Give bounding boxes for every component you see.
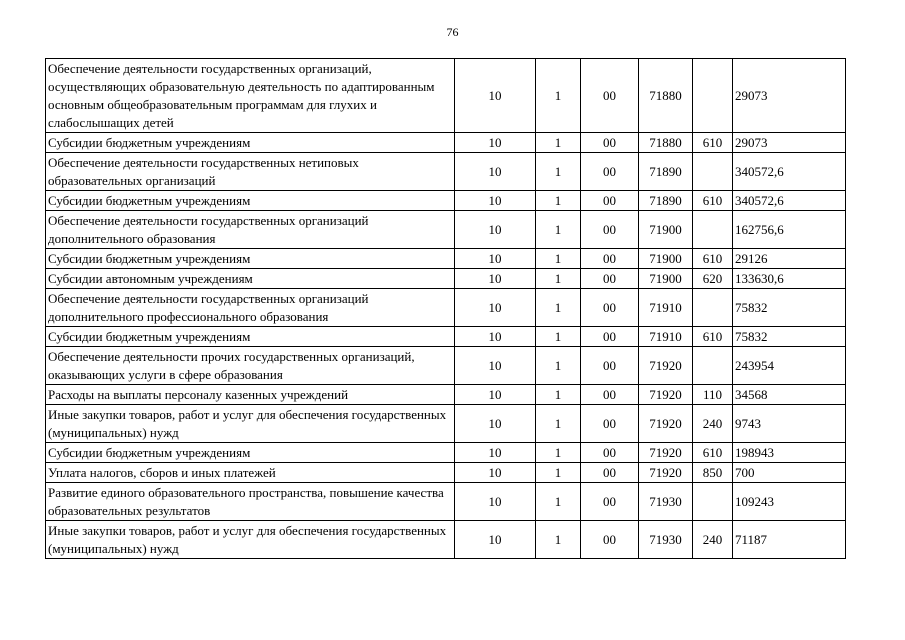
row-code-cell: 00 (581, 327, 639, 347)
row-subsection-cell: 1 (536, 211, 581, 249)
row-article-cell: 71920 (639, 443, 693, 463)
row-section-cell: 10 (455, 463, 536, 483)
row-article-cell: 71900 (639, 249, 693, 269)
row-code-cell: 00 (581, 269, 639, 289)
row-article-cell: 71890 (639, 191, 693, 211)
row-amount-cell: 243954 (733, 347, 846, 385)
table-row (46, 133, 846, 153)
row-code-cell: 00 (581, 249, 639, 269)
table-row (46, 289, 846, 327)
row-expense-type-cell: 620 (693, 269, 733, 289)
row-expense-type-cell (693, 289, 733, 327)
budget-table (45, 58, 846, 559)
row-section-cell: 10 (455, 443, 536, 463)
row-section-cell: 10 (455, 269, 536, 289)
row-code-cell: 00 (581, 483, 639, 521)
row-section-cell: 10 (455, 483, 536, 521)
row-section-cell: 10 (455, 211, 536, 249)
row-code-cell: 00 (581, 191, 639, 211)
row-subsection-cell: 1 (536, 289, 581, 327)
row-expense-type-cell (693, 347, 733, 385)
row-expense-type-cell: 610 (693, 133, 733, 153)
row-section-cell: 10 (455, 59, 536, 133)
row-name-cell: Расходы на выплаты персоналу казенных учреждений (46, 385, 455, 405)
row-article-cell: 71880 (639, 59, 693, 133)
row-expense-type-cell: 610 (693, 249, 733, 269)
row-subsection-cell: 1 (536, 153, 581, 191)
row-name-cell: Иные закупки товаров, работ и услуг для обеспечения государственных (муниципальных) нужд (46, 521, 455, 559)
row-expense-type-cell (693, 483, 733, 521)
row-expense-type-cell (693, 211, 733, 249)
row-subsection-cell: 1 (536, 483, 581, 521)
row-name-cell: Субсидии бюджетным учреждениям (46, 133, 455, 153)
row-section-cell: 10 (455, 133, 536, 153)
row-article-cell: 71930 (639, 521, 693, 559)
row-code-cell: 00 (581, 153, 639, 191)
row-subsection-cell: 1 (536, 443, 581, 463)
row-subsection-cell: 1 (536, 521, 581, 559)
row-section-cell: 10 (455, 521, 536, 559)
row-section-cell: 10 (455, 405, 536, 443)
row-code-cell: 00 (581, 521, 639, 559)
row-code-cell: 00 (581, 133, 639, 153)
row-expense-type-cell: 240 (693, 405, 733, 443)
row-article-cell: 71900 (639, 211, 693, 249)
row-article-cell: 71920 (639, 463, 693, 483)
table-row (46, 463, 846, 483)
table-row (46, 249, 846, 269)
row-expense-type-cell: 610 (693, 327, 733, 347)
budget-table-body (46, 59, 846, 559)
row-subsection-cell: 1 (536, 249, 581, 269)
row-name-cell: Субсидии бюджетным учреждениям (46, 443, 455, 463)
row-article-cell: 71910 (639, 289, 693, 327)
table-row (46, 59, 846, 133)
row-expense-type-cell (693, 153, 733, 191)
row-subsection-cell: 1 (536, 133, 581, 153)
row-name-cell: Субсидии бюджетным учреждениям (46, 249, 455, 269)
row-subsection-cell: 1 (536, 191, 581, 211)
row-code-cell: 00 (581, 405, 639, 443)
row-amount-cell: 133630,6 (733, 269, 846, 289)
row-name-cell: Уплата налогов, сборов и иных платежей (46, 463, 455, 483)
table-row (46, 153, 846, 191)
table-row (46, 327, 846, 347)
row-amount-cell: 75832 (733, 327, 846, 347)
row-article-cell: 71910 (639, 327, 693, 347)
table-row (46, 483, 846, 521)
row-name-cell: Развитие единого образовательного пространства, повышение качества образовательных результатов (46, 483, 455, 521)
row-section-cell: 10 (455, 327, 536, 347)
row-code-cell: 00 (581, 211, 639, 249)
table-row (46, 347, 846, 385)
row-subsection-cell: 1 (536, 59, 581, 133)
row-expense-type-cell (693, 59, 733, 133)
row-article-cell: 71880 (639, 133, 693, 153)
row-section-cell: 10 (455, 249, 536, 269)
row-amount-cell: 75832 (733, 289, 846, 327)
row-amount-cell: 340572,6 (733, 191, 846, 211)
row-section-cell: 10 (455, 153, 536, 191)
row-subsection-cell: 1 (536, 463, 581, 483)
table-row (46, 191, 846, 211)
row-name-cell: Обеспечение деятельности государственных организаций, осуществляющих образовательную деятельность по адаптированным основным общеобразовательным программам для глухих и слабослышащих детей (46, 59, 455, 133)
row-name-cell: Субсидии бюджетным учреждениям (46, 327, 455, 347)
row-code-cell: 00 (581, 463, 639, 483)
page-number: 76 (446, 25, 459, 39)
row-name-cell: Субсидии автономным учреждениям (46, 269, 455, 289)
table-row (46, 443, 846, 463)
row-expense-type-cell: 240 (693, 521, 733, 559)
row-amount-cell: 29073 (733, 133, 846, 153)
table-row (46, 269, 846, 289)
row-section-cell: 10 (455, 347, 536, 385)
row-article-cell: 71890 (639, 153, 693, 191)
row-subsection-cell: 1 (536, 327, 581, 347)
row-expense-type-cell: 610 (693, 191, 733, 211)
row-name-cell: Обеспечение деятельности государственных нетиповых образовательных организаций (46, 153, 455, 191)
table-row (46, 385, 846, 405)
row-code-cell: 00 (581, 347, 639, 385)
row-section-cell: 10 (455, 385, 536, 405)
row-amount-cell: 340572,6 (733, 153, 846, 191)
row-article-cell: 71900 (639, 269, 693, 289)
row-amount-cell: 34568 (733, 385, 846, 405)
row-section-cell: 10 (455, 191, 536, 211)
row-code-cell: 00 (581, 385, 639, 405)
row-name-cell: Обеспечение деятельности государственных организаций дополнительного профессионального образования (46, 289, 455, 327)
row-amount-cell: 71187 (733, 521, 846, 559)
table-row (46, 211, 846, 249)
row-article-cell: 71930 (639, 483, 693, 521)
row-subsection-cell: 1 (536, 385, 581, 405)
row-code-cell: 00 (581, 443, 639, 463)
table-row (46, 521, 846, 559)
row-code-cell: 00 (581, 59, 639, 133)
row-amount-cell: 162756,6 (733, 211, 846, 249)
row-name-cell: Обеспечение деятельности прочих государственных организаций, оказывающих услуги в сфере образования (46, 347, 455, 385)
row-article-cell: 71920 (639, 347, 693, 385)
row-amount-cell: 198943 (733, 443, 846, 463)
row-subsection-cell: 1 (536, 405, 581, 443)
row-amount-cell: 9743 (733, 405, 846, 443)
row-name-cell: Субсидии бюджетным учреждениям (46, 191, 455, 211)
row-expense-type-cell: 610 (693, 443, 733, 463)
row-article-cell: 71920 (639, 385, 693, 405)
row-subsection-cell: 1 (536, 347, 581, 385)
row-subsection-cell: 1 (536, 269, 581, 289)
row-article-cell: 71920 (639, 405, 693, 443)
table-row (46, 405, 846, 443)
row-amount-cell: 29073 (733, 59, 846, 133)
row-amount-cell: 700 (733, 463, 846, 483)
row-name-cell: Иные закупки товаров, работ и услуг для обеспечения государственных (муниципальных) нужд (46, 405, 455, 443)
row-amount-cell: 29126 (733, 249, 846, 269)
row-section-cell: 10 (455, 289, 536, 327)
row-amount-cell: 109243 (733, 483, 846, 521)
row-name-cell: Обеспечение деятельности государственных организаций дополнительного образования (46, 211, 455, 249)
row-expense-type-cell: 850 (693, 463, 733, 483)
row-expense-type-cell: 110 (693, 385, 733, 405)
row-code-cell: 00 (581, 289, 639, 327)
